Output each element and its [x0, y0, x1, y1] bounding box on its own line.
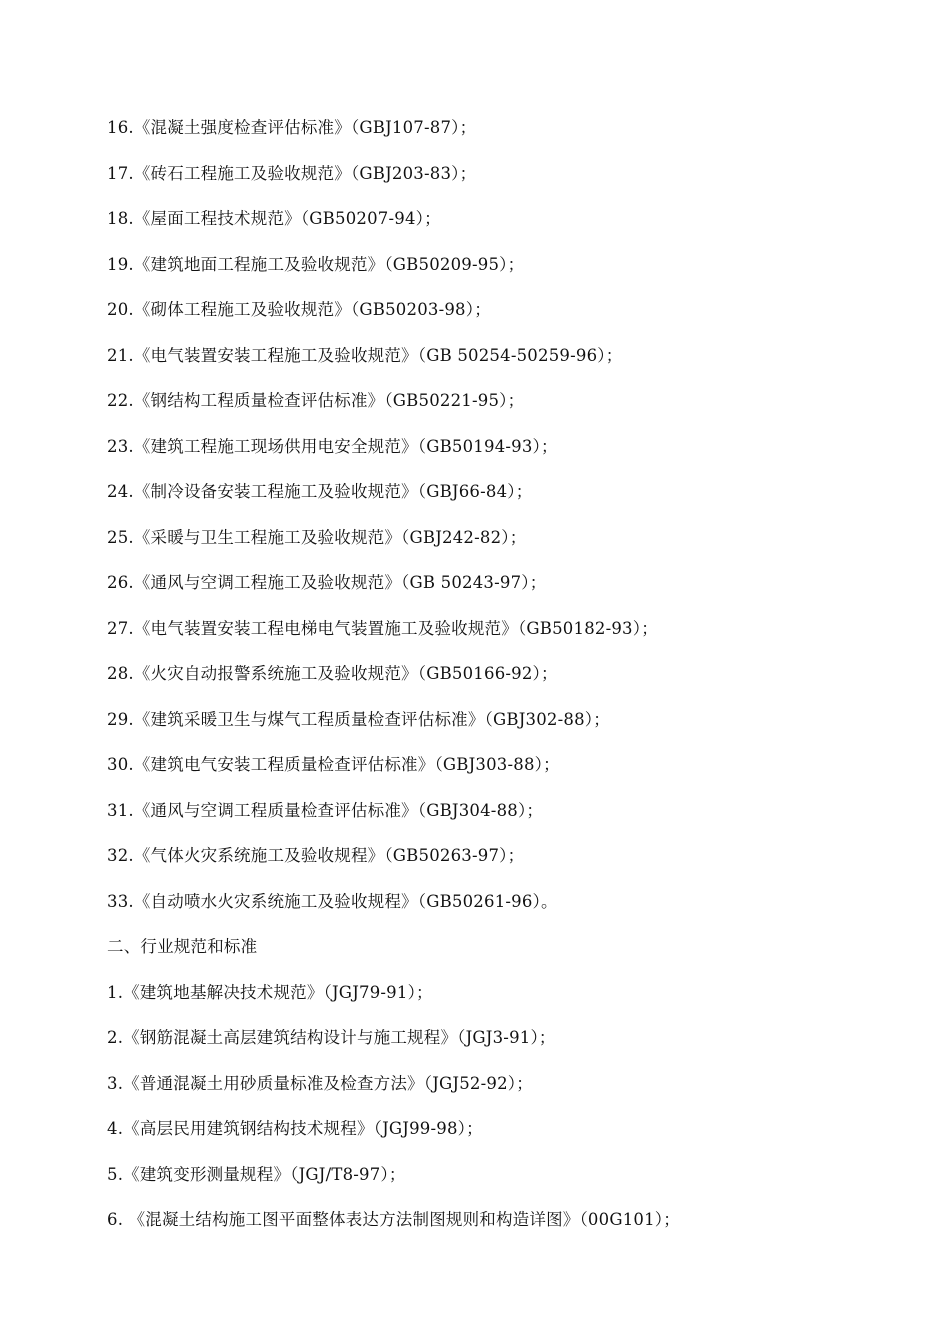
list-item: 19.《建筑地面工程施工及验收规范》（GB50209-95）； [107, 254, 525, 274]
list-item: 32.《气体火灾系统施工及验收规程》（GB50263-97）； [107, 846, 525, 865]
list-item: 33.《自动喷水火灾系统施工及验收规程》（GB50261-96）。 [107, 891, 558, 911]
list-item: 17.《砖石工程施工及验收规范》（GBJ203-83）； [107, 163, 477, 183]
list-item: 5.《建筑变形测量规程》（JGJ/T8-97）； [107, 1164, 406, 1184]
section-heading: 二、行业规范和标准 [107, 937, 258, 956]
list-item: 18.《屋面工程技术规范》（GB50207-94）； [107, 209, 441, 228]
list-item: 30.《建筑电气安装工程质量检查评估标准》（GBJ303-88）； [107, 755, 560, 774]
list-item: 25.《采暖与卫生工程施工及验收规范》（GBJ242-82）； [107, 527, 527, 547]
list-item: 22.《钢结构工程质量检查评估标准》（GB50221-95）； [107, 391, 525, 410]
list-item: 20.《砌体工程施工及验收规范》（GB50203-98）； [107, 300, 491, 319]
list-item: 23.《建筑工程施工现场供用电安全规范》（GB50194-93）； [107, 436, 558, 456]
list-item: 31.《通风与空调工程质量检查评估标准》（GBJ304-88）； [107, 800, 544, 820]
list-item: 28.《火灾自动报警系统施工及验收规范》（GB50166-92）； [107, 664, 558, 683]
list-item: 27.《电气装置安装工程电梯电气装置施工及验收规范》（GB50182-93）； [107, 618, 658, 638]
list-item: 29.《建筑采暖卫生与煤气工程质量检查评估标准》（GBJ302-88）； [107, 709, 610, 729]
list-item: 1.《建筑地基解决技术规范》（JGJ79-91）； [107, 982, 433, 1002]
list-item: 6. 《混凝土结构施工图平面整体表达方法制图规则和构造详图》（00G101）； [107, 1210, 680, 1229]
list-item: 26.《通风与空调工程施工及验收规范》（GB 50243-97）； [107, 573, 547, 592]
list-item: 3.《普通混凝土用砂质量标准及检查方法》（JGJ52-92）； [107, 1073, 533, 1093]
list-item: 16.《混凝土强度检查评估标准》（GBJ107-87）； [107, 118, 477, 137]
list-item: 21.《电气装置安装工程施工及验收规范》（GB 50254-50259-96）； [107, 345, 623, 365]
list-item: 24.《制冷设备安装工程施工及验收规范》（GBJ66-84）； [107, 482, 533, 501]
standards-list [107, 112, 927, 1250]
list-item: 2.《钢筋混凝土高层建筑结构设计与施工规程》（JGJ3-91）； [107, 1028, 556, 1047]
list-item: 4.《高层民用建筑钢结构技术规程》（JGJ99-98）； [107, 1119, 483, 1138]
